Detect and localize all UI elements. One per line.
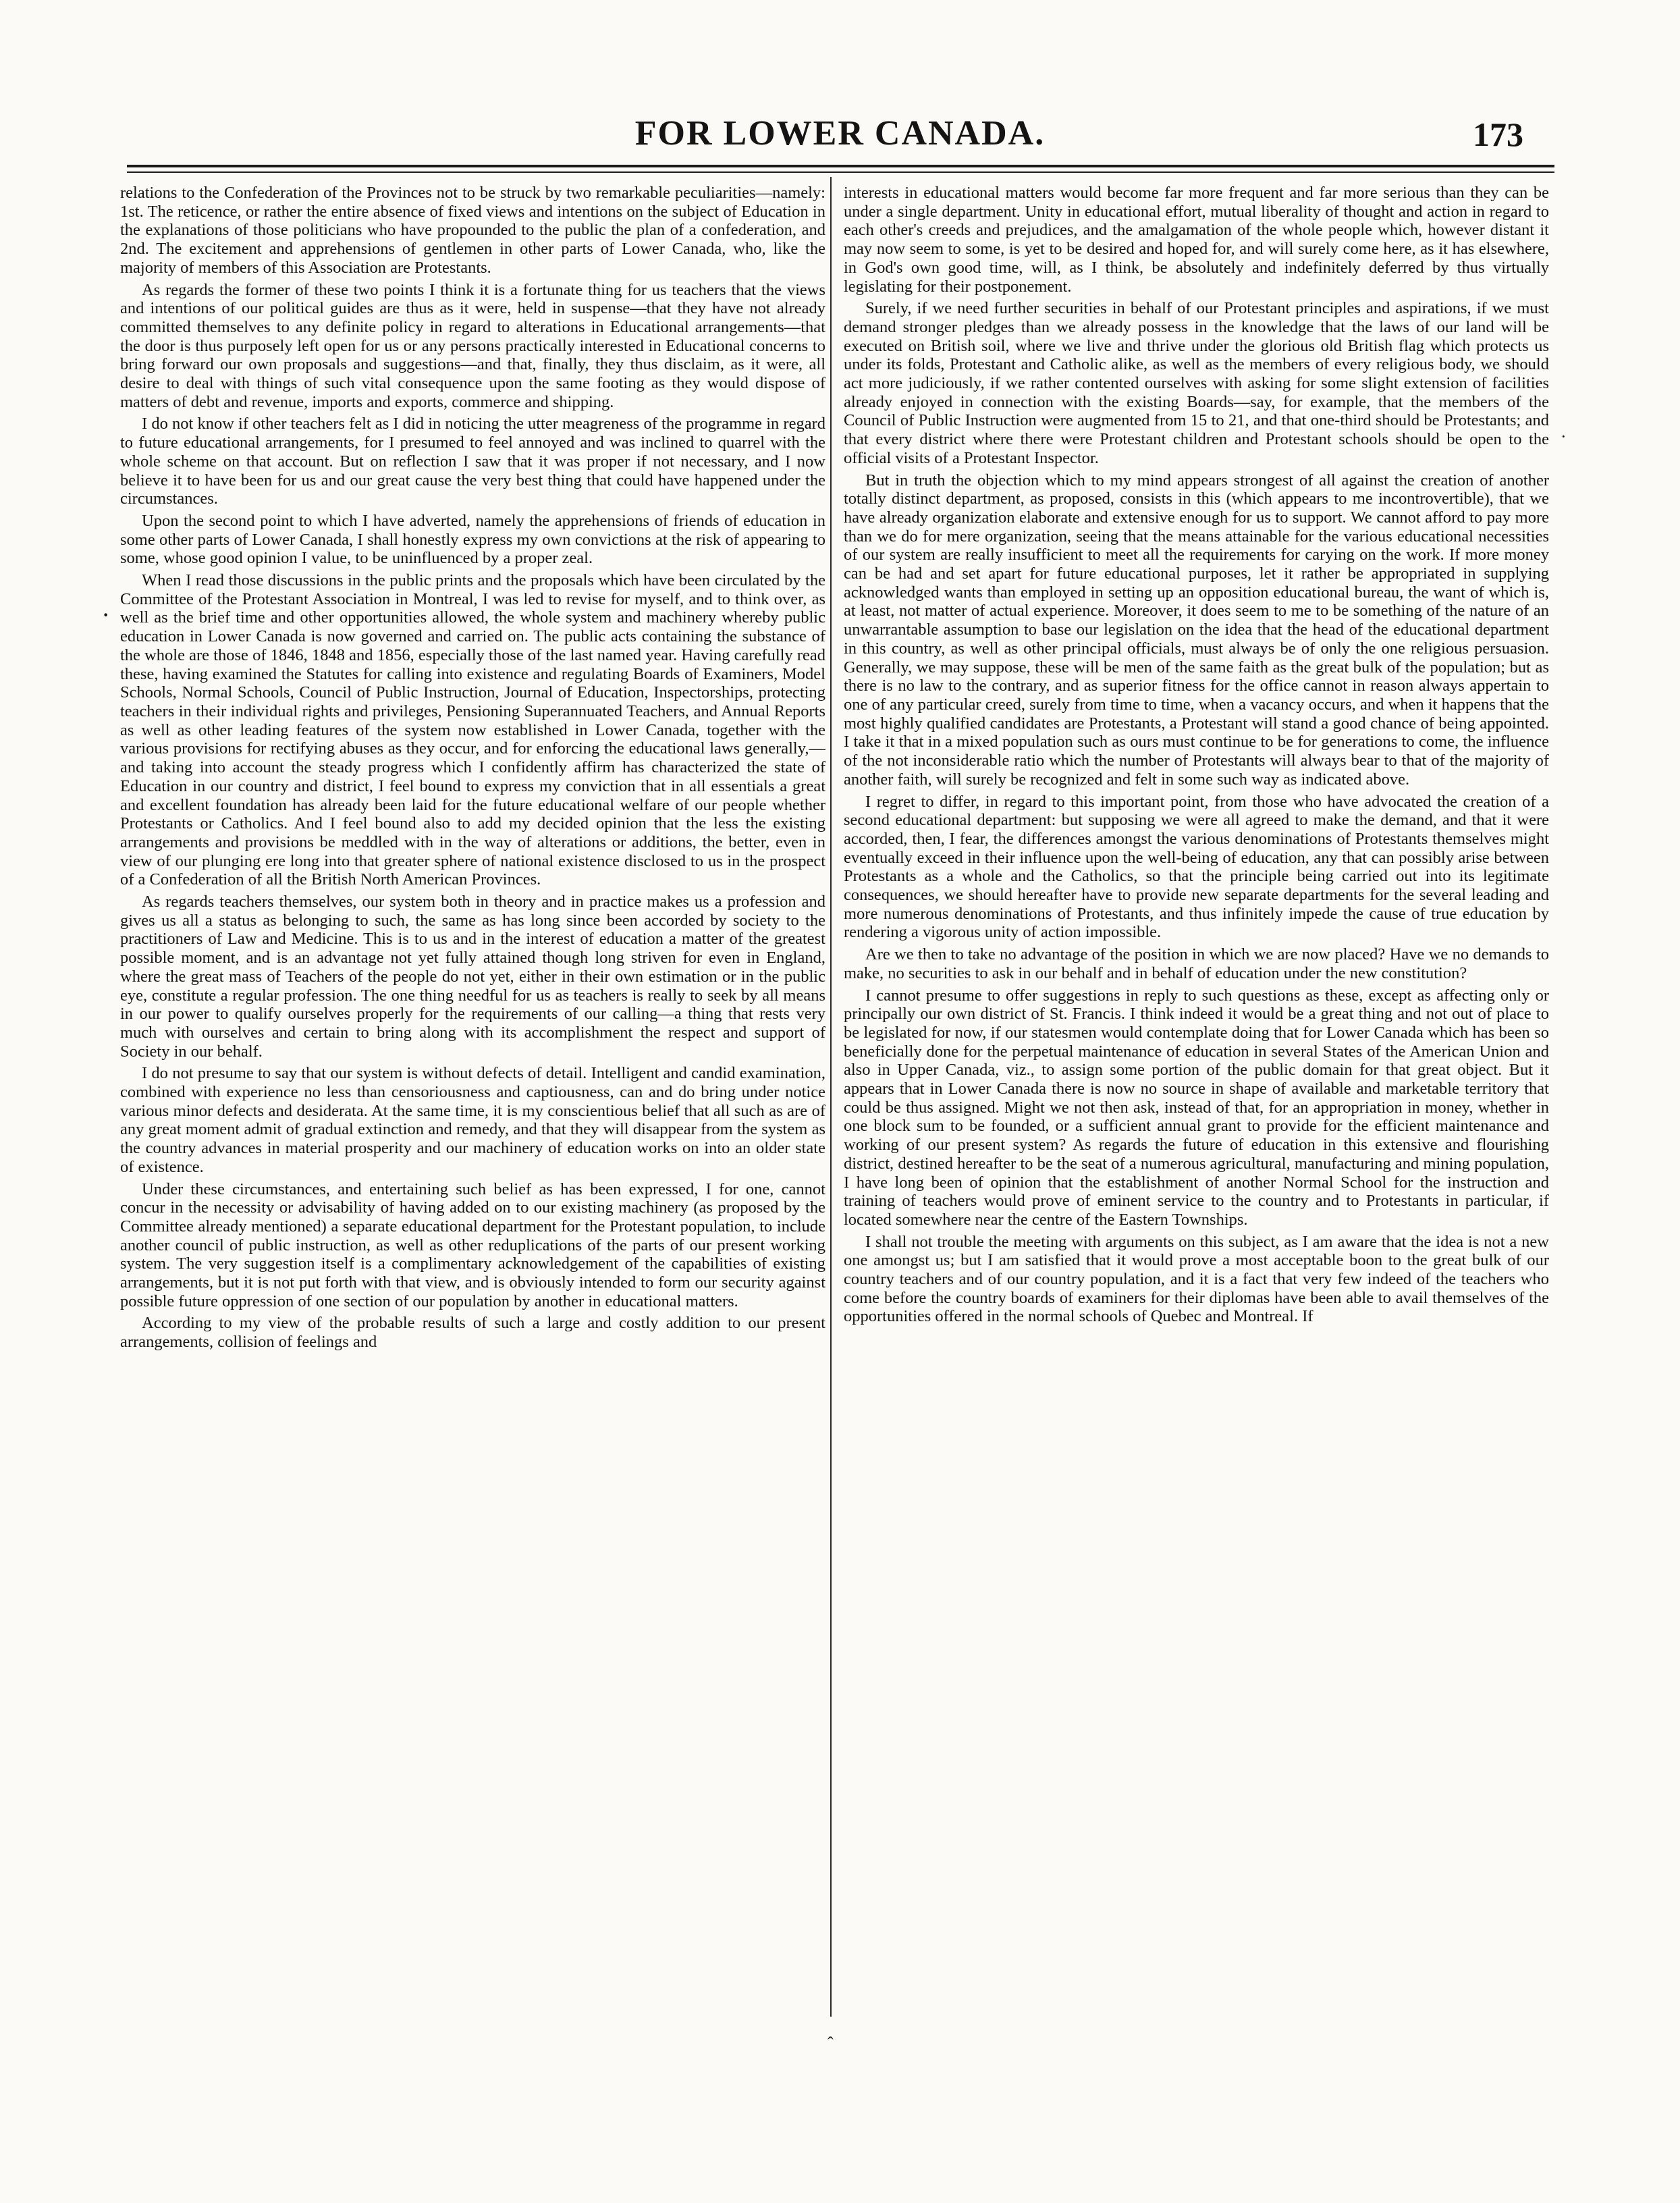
paragraph: When I read those discussions in the public prints and the proposals which have been circulated by the Committee of the Protestant Association in Montreal, I was led to revise for myself, and to think over, as well as the brief time and other opportunities allowed, the whole system and machinery whereby public education in Lower Canada is now governed and carried on. The public acts containing the substance of the whole are those of 1846, 1848 and 1856, especially those of the last named year. Having carefully read these, having examined the Statutes for calling into existence and regulating Boards of Examiners, Model Schools, Normal Schools, Council of Public Instruction, Journal of Education, Inspectorships, protecting teachers in their individual rights and privileges, Pensioning Superannuated Teachers, and Annual Reports as well as other leading features of the system now established in Lower Canada, together with the various provisions for rectifying abuses as they occur, and for enforcing the educational laws generally,—and taking into account the steady progress which I confidently affirm has characterized the state of Education in our country and district, I feel bound to express my conviction that in all essentials a great and excellent foundation has already been laid for the future educational welfare of our people whether Protestants or Catholics. And I feel bound also to add my decided opinion that the less the existing arrangements and provisions be meddled with in the way of alterations or additions, the better, even in view of our plunging ere long into that greater sphere of national existence disclosed to us in the prospect of a Confederation of all the British North American Provinces. <box>120 571 825 889</box>
paragraph: As regards teachers themselves, our system both in theory and in practice makes us a profession and gives us all a status as belonging to such, the same as has long since been accorded by society to the practitioners of Law and Medicine. This is to us and in the interest of education a matter of the greatest possible moment, and is an advantage not yet fully attained though long striven for even in England, where the great mass of Teachers of the people do not yet, either in their own estimation or in the public eye, constitute a regular profession. The one thing needful for us as teachers is really to seek by all means in our power to qualify ourselves properly for the requirements of our calling—a thing that rests very much with ourselves and certain to bring along with its accomplishment the respect and support of Society in our behalf. <box>120 893 825 1061</box>
paragraph: According to my view of the probable results of such a large and costly addition to our present arrangements, collision of feelings and <box>120 1314 825 1352</box>
running-title: FOR LOWER CANADA. <box>634 114 1046 153</box>
page-number: 173 <box>1473 115 1523 153</box>
margin-speck: · <box>103 605 109 626</box>
paragraph: As regards the former of these two points I think it is a fortunate thing for us teachers that the views and intentions of our political guides are thus as it were, held in suspense—that they have not already committed themselves to any definite policy in regard to alterations in Educational arrangements—that the door is thus purposely left open for us or any persons practically interested in Educational concerns to bring forward our own proposals and suggestions—and that, finally, they thus disclaim, as it were, all desire to deal with things of such vital consequence upon the same footing as they would dispose of matters of debt and revenue, imports and exports, commerce and shipping. <box>120 280 825 411</box>
paragraph: I do not know if other teachers felt as I did in noticing the utter meagreness of the programme in regard to future educational arrangements, for I presumed to feel annoyed and was inclined to quarrel with the whole scheme on that account. But on reflection I saw that it was proper if not necessary, and I now believe it to have been for us and our great cause the very best thing that could have happened under the circumstances. <box>120 415 825 508</box>
left-column <box>120 184 825 2020</box>
paragraph: But in truth the objection which to my mind appears strongest of all against the creation of another totally distinct department, as proposed, consists in this (which appears to me incontrovertible), that we have already organization elaborate and extensive enough for us to support. We cannot afford to pay more than we do for mere organization, seeing that the means attainable for the various educational necessities of our system are really insufficient to meet all the requirements for carying on the work. If more money can be had and set apart for future educational purposes, let it rather be appropriated in supplying acknowledged wants than employed in setting up an opposition educational bureau, the want of which is, at least, not matter of actual experience. Moreover, it does seem to me to be something of the nature of an unwarrantable assumption to base our legislation on the idea that the head of the educational department in this country, as well as other principal officials, must always be of only the one religious persuasion. Generally, we may suppose, these will be men of the same faith as the great bulk of the population; but as there is no law to the contrary, and as superior fitness for the office cannot in reason always appertain to one of any particular creed, surely from time to time, when a vacancy occurs, and when it happens that the most highly qualified candidates are Protestants, a Protestant will stand a good chance of being appointed. I take it that in a mixed population such as ours must continue to be for generations to come, the influence of the not inconsiderable ratio which the number of Protestants will always bear to that of the majority of another faith, will surely be recognized and felt in some such way as indicated above. <box>844 471 1549 789</box>
paragraph: I cannot presume to offer suggestions in reply to such questions as these, except as affecting only or principally our own district of St. Francis. I think indeed it would be a great thing and not out of place to be legislated for now, if our statesmen would contemplate doing that for Lower Canada which has been so beneficially done for the perpetual maintenance of education in several States of the American Union and also in Upper Canada, viz., to assign some portion of the public domain for that great object. But it appears that in Lower Canada there is now no source in shape of available and marketable territory that could be thus assigned. Might we not then ask, instead of that, for an appropriation in money, whether in one block sum to be founded, or a sufficient annual grant to provide for the efficient maintenance and working of our present system? As regards the future of education in this extensive and flourishing district, destined hereafter to be the seat of a numerous agricultural, manufacturing and mining population, I have long been of opinion that the establishment of another Normal School for the instruction and training of teachers would prove of eminent service to the country and to Protestants in particular, if located somewhere near the centre of the Eastern Townships. <box>844 986 1549 1229</box>
paragraph: interests in educational matters would become far more frequent and far more serious than they can be under a single department. Unity in educational effort, mutual liberality of thought and action in regard to each other's creeds and prejudices, and the amalgamation of the whole people which, however distant it may now seem to some, is yet to be desired and hoped for, and will surely come here, as it has elsewhere, in God's own good time, will, as I think, be absolutely and indefinitely deferred by thus virtually legislating for their postponement. <box>844 184 1549 296</box>
paragraph: Are we then to take no advantage of the position in which we are now placed? Have we no demands to make, no securities to ask in our behalf and in behalf of education under the new constitution? <box>844 945 1549 982</box>
right-column <box>844 184 1549 2020</box>
running-head <box>0 113 1680 161</box>
header-rule-thin <box>127 171 1554 173</box>
margin-speck: · <box>1561 427 1567 446</box>
paragraph: relations to the Confederation of the Provinces not to be struck by two remarkable peculiarities—namely: 1st. The reticence, or rather the entire absence of fixed views and intentions on the subject of Education in the explanations of those politicians who have propounded to the public the plan of a confederation, and 2nd. The excitement and apprehensions of gentlemen in other parts of Lower Canada, who, like the majority of members of this Association are Protestants. <box>120 184 825 277</box>
paragraph: I regret to differ, in regard to this important point, from those who have advocated the creation of a second educational department: but supposing we were all agreed to make the demand, and that it were accorded, then, I fear, the differences amongst the various denominations of Protestants themselves might eventually exceed in their influence upon the well-being of education, any that can possibly arise between Protestants as a whole and the Catholics, so that the principle being carried out into its legitimate consequences, we should hereafter have to provide new separate departments for the several leading and more numerous denominations of Protestants, and thus infinitely impede the cause of true education by rendering a vigorous unity of action impossible. <box>844 792 1549 942</box>
footer-speck: ˆ <box>828 2034 834 2053</box>
header-rule-thick <box>127 165 1554 167</box>
paragraph: I do not presume to say that our system is without defects of detail. Intelligent and candid examination, combined with experience no less than censoriousness and captiousness, can and do bring under notice various minor defects and desiderata. At the same time, it is my conscientious belief that all such as are of any great moment admit of gradual extinction and remedy, and that they will disappear from the system as the country advances in material prosperity and our machinery of education works on into an older state of existence. <box>120 1064 825 1176</box>
paragraph: Under these circumstances, and entertaining such belief as has been expressed, I for one, cannot concur in the necessity or advisability of having added on to our existing machinery (as proposed by the Committee already mentioned) a separate educational department for the Protestant population, to include another council of public instruction, as well as other reduplications of the parts of our present working system. The very suggestion itself is a complimentary acknowledgement of the capabilities of existing arrangements, but it is not put forth with that view, and is obviously intended to form our security against possible future oppression of one section of our population by another in educational matters. <box>120 1179 825 1310</box>
paragraph: Surely, if we need further securities in behalf of our Protestant principles and aspirations, if we must demand stronger pledges than we already possess in the knowledge that the laws of our land will be executed on British soil, where we live and thrive under the glorious old British flag which protects us under its folds, Protestant and Catholic alike, as well as the members of every religious body, we should act more judiciously, if we rather contented ourselves with asking for some slight extension of facilities already enjoyed in connection with the existing Boards—say, for example, that the members of the Council of Public Instruction were augmented from 15 to 21, and that one-third should be Protestants; and that every district where there were Protestant children and Protestant schools should be open to the official visits of a Protestant Inspector. <box>844 299 1549 467</box>
paragraph: I shall not trouble the meeting with arguments on this subject, as I am aware that the idea is not a new one amongst us; but I am satisfied that it would prove a most acceptable boon to the great bulk of our country teachers and of our country population, and it is a fact that very few indeed of the teachers who come before the country boards of examiners for their diplomas have been able to avail themselves of the opportunities offered in the normal schools of Quebec and Montreal. If <box>844 1232 1549 1326</box>
column-divider <box>830 177 832 2017</box>
paragraph: Upon the second point to which I have adverted, namely the apprehensions of friends of education in some other parts of Lower Canada, I shall honestly express my own convictions at the risk of appearing to some, whose good opinion I value, to be uninfluenced by a proper zeal. <box>120 511 825 568</box>
